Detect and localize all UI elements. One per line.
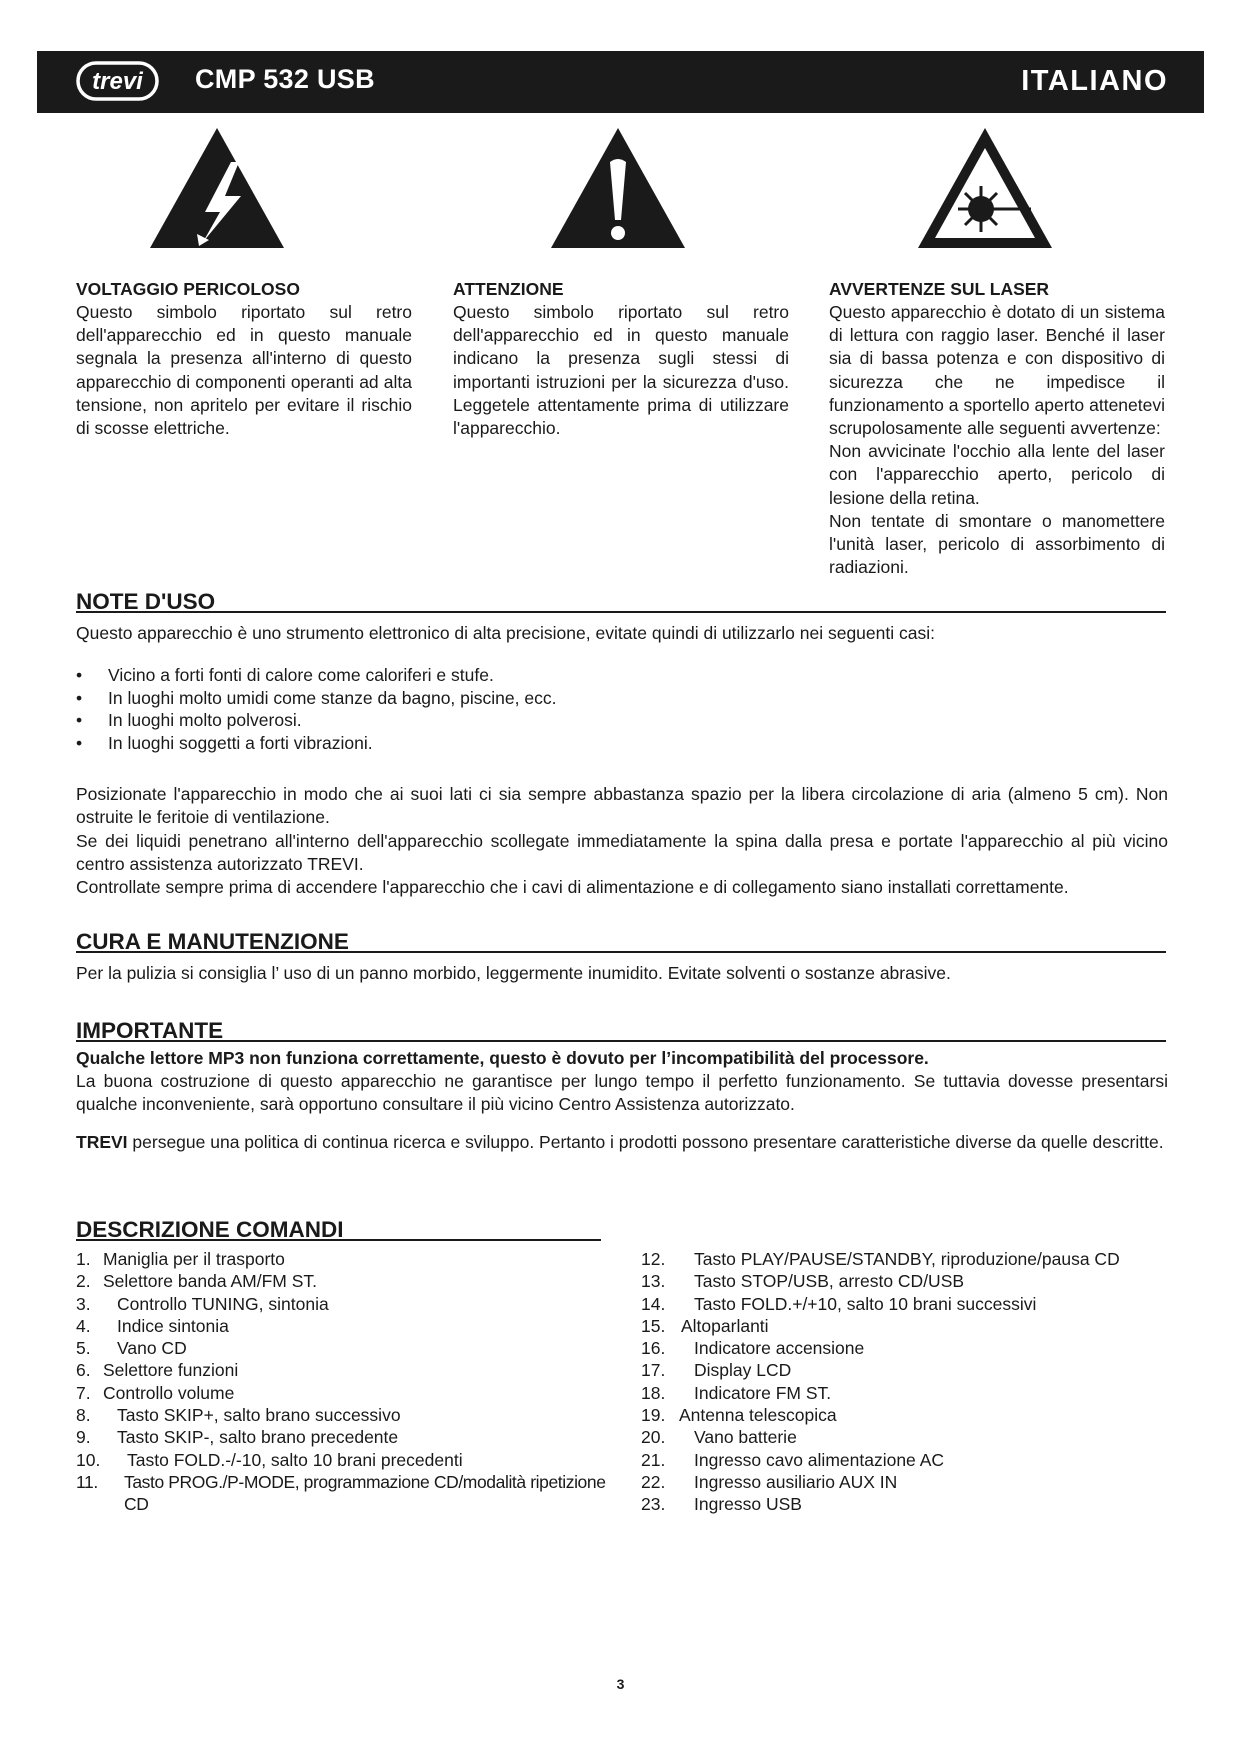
attention-warning-title: ATTENZIONE <box>453 279 564 299</box>
item-number: 5. <box>76 1338 91 1359</box>
item-number: 3. <box>76 1293 91 1314</box>
importante-paragraph-2: persegue una politica di continua ricerca e sviluppo. Pertanto i prodotti possono presentare caratteristiche diverse da quelle descritte. <box>127 1132 1164 1152</box>
importante-title: IMPORTANTE <box>76 1018 224 1043</box>
voltage-warning-title: VOLTAGGIO PERICOLOSO <box>76 279 300 299</box>
list-item <box>641 1404 1201 1426</box>
item-number: 20. <box>641 1427 666 1448</box>
laser-warning-text-3: Non tentate di smontare o manomettere l'unità laser, pericolo di assorbimento di radiazioni. <box>829 510 1165 578</box>
voltage-warning-block <box>76 278 412 440</box>
liquids-paragraph: Se dei liquidi penetrano all'interno dell'apparecchio scollegate immediatamente la spina dalla presa e portate l'apparecchio al più vicino centro assistenza autorizzato TREVI. <box>76 831 1168 874</box>
ventilation-paragraph: Posizionate l'apparecchio in modo che ai suoi lati ci sia sempre abbastanza spazio per la libera circolazione di aria (almeno 5 cm). Non ostruite le feritoie di ventilazione. <box>76 784 1168 827</box>
list-item <box>76 1471 616 1516</box>
item-number: 2. <box>76 1271 91 1292</box>
item-text: Ingresso cavo alimentazione AC <box>694 1449 944 1470</box>
laser-warning-icon <box>915 124 1055 254</box>
list-item <box>641 1382 1201 1404</box>
list-item <box>641 1426 1201 1448</box>
item-number: 12. <box>641 1249 666 1269</box>
list-item <box>76 1337 616 1359</box>
attention-warning-text: Questo simbolo riportato sul retro dell'apparecchio ed in questo manuale indicano la presenza sugli stessi di importanti istruzioni per la sicurezza d'uso. Leggetele attentamente prima di utilizzare l'apparecchio. <box>453 302 789 439</box>
item-number: 7. <box>76 1382 91 1403</box>
item-number: 6. <box>76 1360 91 1381</box>
list-item <box>76 1359 616 1381</box>
item-text: Ingresso USB <box>694 1494 802 1515</box>
language-label: ITALIANO <box>1021 65 1168 97</box>
item-number: 8. <box>76 1405 91 1426</box>
bullet-text: In luoghi molto umidi come stanze da bagno, piscine, ecc. <box>108 687 557 708</box>
item-number: 17. <box>641 1360 666 1381</box>
list-item <box>76 1270 616 1292</box>
item-text: Maniglia per il trasporto <box>103 1249 285 1269</box>
laser-warning-title: AVVERTENZE SUL LASER <box>829 279 1050 299</box>
cura-body <box>76 962 1168 985</box>
exclamation-warning-icon <box>548 124 688 254</box>
item-text: Controllo TUNING, sintonia <box>117 1293 329 1314</box>
list-item <box>76 709 1076 732</box>
item-text: Tasto STOP/USB, arresto CD/USB <box>694 1271 965 1292</box>
item-number: 13. <box>641 1271 666 1292</box>
list-item <box>641 1359 1201 1381</box>
list-item <box>641 1449 1201 1471</box>
header-bar <box>37 51 1204 113</box>
item-text: Tasto FOLD.-/-10, salto 10 brani precedenti <box>127 1449 463 1470</box>
bullet-text: Vicino a forti fonti di calore come caloriferi e stufe. <box>108 665 494 685</box>
bullet-dot: • <box>76 665 83 685</box>
item-number: 14. <box>641 1293 666 1314</box>
commands-right-list <box>641 1248 1201 1516</box>
importante-rule <box>76 1040 1166 1042</box>
item-text: Selettore banda AM/FM ST. <box>103 1271 317 1292</box>
commands-left-list <box>76 1248 616 1516</box>
item-text: Tasto SKIP+, salto brano successivo <box>117 1405 401 1426</box>
list-item <box>76 1315 616 1337</box>
item-text: Selettore funzioni <box>103 1360 239 1381</box>
item-text: Altoparlanti <box>681 1315 769 1336</box>
list-item <box>76 1248 616 1270</box>
cura-text: Per la pulizia si consiglia l’ uso di un panno morbido, leggermente inumidito. Evitate solventi o sostanze abrasive. <box>76 963 951 983</box>
note-uso-intro-text: Questo apparecchio è uno strumento elettronico di alta precisione, evitate quindi di utilizzarlo nei seguenti casi: <box>76 623 935 643</box>
item-text: Antenna telescopica <box>679 1405 837 1426</box>
item-text: Display LCD <box>694 1360 792 1381</box>
list-item <box>76 664 1076 687</box>
list-item <box>641 1315 1201 1337</box>
importante-paragraph: La buona costruzione di questo apparecchio ne garantisce per lungo tempo il perfetto funzionamento. Se tuttavia dovesse presentarsi qualche inconveniente, sarà opportuno consultare il più vicino Centro Assistenza autorizzato. <box>76 1071 1168 1114</box>
item-text: Tasto PROG./P-MODE, programmazione CD/modalità ripetizione CD <box>124 1471 606 1515</box>
item-text: Indice sintonia <box>117 1315 229 1336</box>
item-number: 15. <box>641 1315 666 1336</box>
lightning-warning-icon <box>147 124 287 254</box>
brand-name: TREVI <box>76 1132 128 1152</box>
list-item <box>76 1449 616 1471</box>
item-number: 10. <box>76 1449 101 1470</box>
item-text: Vano batterie <box>694 1427 797 1448</box>
bullet-dot: • <box>76 687 83 708</box>
cura-rule <box>76 951 1166 953</box>
trevi-logo <box>76 60 159 102</box>
list-item <box>641 1270 1201 1292</box>
note-uso-rule <box>76 611 1166 613</box>
attention-warning-block <box>453 278 789 440</box>
model-name: CMP 532 USB <box>195 64 375 94</box>
item-text: Tasto SKIP-, salto brano precedente <box>117 1427 399 1448</box>
item-number: 9. <box>76 1427 91 1448</box>
list-item <box>641 1493 1201 1515</box>
item-text: Tasto FOLD.+/+10, salto 10 brani successivi <box>694 1293 1037 1314</box>
bullet-text: In luoghi soggetti a forti vibrazioni. <box>108 732 373 753</box>
list-item <box>76 1404 616 1426</box>
item-number: 1. <box>76 1249 91 1269</box>
laser-warning-text-2: Non avvicinate l'occhio alla lente del laser con l'apparecchio aperto, pericolo di lesione della retina. <box>829 441 1165 508</box>
comandi-title: DESCRIZIONE COMANDI <box>76 1217 344 1242</box>
item-number: 18. <box>641 1382 666 1403</box>
item-number: 19. <box>641 1405 666 1426</box>
item-number: 16. <box>641 1338 666 1359</box>
list-item <box>641 1337 1201 1359</box>
list-item <box>76 732 1076 755</box>
item-text: Vano CD <box>117 1338 187 1359</box>
item-text: Ingresso ausiliario AUX IN <box>694 1471 898 1492</box>
list-item <box>76 1382 616 1404</box>
cura-title: CURA E MANUTENZIONE <box>76 929 349 954</box>
bullet-dot: • <box>76 732 83 753</box>
note-uso-bullets <box>76 664 1076 754</box>
item-text: Controllo volume <box>103 1382 235 1403</box>
bullet-text: In luoghi molto polverosi. <box>108 710 302 730</box>
bullet-dot: • <box>76 710 83 730</box>
note-uso-title: NOTE D'USO <box>76 589 216 614</box>
list-item <box>76 1293 616 1315</box>
list-item <box>76 687 1076 710</box>
item-text: Indicatore FM ST. <box>694 1382 832 1403</box>
voltage-warning-text: Questo simbolo riportato sul retro dell'apparecchio ed in questo manuale segnala la presenza all'interno di questo apparecchio di componenti operanti ad alta tensione, non apritelo per evitare il rischio di scosse elettriche. <box>76 302 412 439</box>
importante-body <box>76 1047 1168 1154</box>
note-uso-intro <box>76 622 1168 645</box>
laser-warning-block <box>829 278 1165 579</box>
list-item <box>641 1248 1201 1270</box>
item-number: 23. <box>641 1494 666 1515</box>
item-number: 4. <box>76 1315 91 1336</box>
list-item <box>641 1293 1201 1315</box>
cables-paragraph: Controllate sempre prima di accendere l'apparecchio che i cavi di alimentazione e di collegamento siano installati correttamente. <box>76 877 1069 897</box>
list-item <box>641 1471 1201 1493</box>
laser-warning-text: Questo apparecchio è dotato di un sistema di lettura con raggio laser. Benché il laser sia di bassa potenza e con dispositivo di sicurezza che ne impedisce il funzionamento a sportello aperto attenetevi scrupolosamente alle seguenti avvertenze: <box>829 302 1165 439</box>
note-uso-paragraphs <box>76 783 1168 899</box>
page-number: 3 <box>616 1676 625 1692</box>
item-number: 21. <box>641 1449 666 1470</box>
item-number: 11. <box>76 1471 98 1492</box>
item-number: 22. <box>641 1471 666 1492</box>
list-item <box>76 1426 616 1448</box>
item-text: Indicatore accensione <box>694 1338 865 1359</box>
importante-bold-text: Qualche lettore MP3 non funziona correttamente, questo è dovuto per l’incompatibilità del processore. <box>76 1048 929 1068</box>
comandi-rule <box>76 1239 601 1241</box>
item-text: Tasto PLAY/PAUSE/STANDBY, riproduzione/pausa CD <box>694 1249 1120 1269</box>
svg-text:trevi: trevi <box>92 68 143 95</box>
